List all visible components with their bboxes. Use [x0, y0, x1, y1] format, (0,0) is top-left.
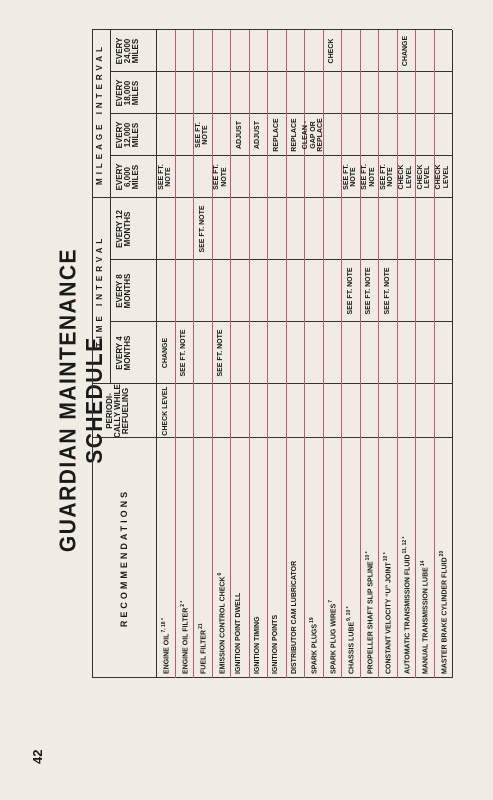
- recommendation-name: EMISSION CONTROL CHECK: [219, 576, 227, 674]
- recommendation-name: PROPELLER SHAFT SLIP SPLINE: [367, 561, 375, 674]
- schedule-cell: SEE FT. NOTE: [361, 164, 376, 190]
- recommendation-name: AUTOMATIC TRANSMISSION FLUID: [404, 554, 412, 674]
- table-row-label: [346, 606, 355, 674]
- schedule-cell: CHECK LEVEL: [416, 164, 432, 190]
- schedule-cell: CLEAN - GAP OR REPLACE: [302, 118, 324, 152]
- table-row-label: [235, 593, 242, 674]
- row-rule: [434, 30, 435, 678]
- interval-column-header: EVERY 12,000 MILES: [115, 121, 140, 149]
- schedule-cell: ADJUST: [235, 121, 243, 150]
- schedule-cell: SEE FT. NOTE: [198, 205, 206, 253]
- schedule-cell: CHECK LEVEL: [398, 164, 413, 190]
- footnote-marker: 7: [327, 599, 334, 603]
- schedule-cell: SEE FT. NOTE: [383, 267, 391, 315]
- periodic-header: PERIODI- CALLY WHILE REFUELING: [105, 384, 130, 438]
- table-row-label: [420, 561, 429, 674]
- maintenance-table: [92, 30, 452, 678]
- recommendation-name: IGNITION POINT DWELL: [235, 592, 243, 674]
- table-row-label: [254, 616, 261, 674]
- footnote-marker: 20: [438, 550, 445, 557]
- page-number: 42: [30, 749, 45, 764]
- recommendation-name: IGNITION POINTS: [272, 614, 280, 674]
- schedule-cell: CHECK LEVEL: [435, 164, 450, 190]
- schedule-cell: SEE FT. NOTE: [346, 267, 354, 315]
- row-rule: [397, 30, 398, 678]
- table-row-label: [365, 551, 374, 674]
- row-rule: [341, 30, 342, 678]
- footnote-marker: 10 *: [364, 551, 371, 561]
- footnote-marker: 19: [309, 617, 316, 623]
- interval-column-header: EVERY 6,000 MILES: [115, 163, 140, 191]
- table-row-label: [272, 615, 279, 674]
- footnote-marker: 7, 18 *: [161, 618, 168, 633]
- footnote-marker: 10 *: [383, 552, 390, 562]
- schedule-cell: SEE FT. NOTE: [194, 122, 210, 148]
- column-rule: [110, 259, 452, 260]
- recommendation-name: SPARK PLUGS: [311, 623, 319, 674]
- interval-column-header: EVERY 18,000 MILES: [115, 79, 140, 107]
- time-interval-header: TIME INTERVAL: [95, 234, 104, 348]
- table-row-label: [291, 561, 298, 674]
- mileage-interval-header: MILEAGE INTERVAL: [95, 43, 104, 185]
- footnote-marker: 2 *: [179, 600, 186, 607]
- table-row-label: [161, 618, 170, 674]
- schedule-cell: SEE FT. NOTE: [213, 164, 228, 190]
- recommendation-name: IGNITION TIMING: [253, 616, 261, 674]
- schedule-cell: SEE FT. NOTE: [157, 164, 173, 190]
- schedule-cell: CHECK LEVEL: [161, 386, 169, 436]
- recommendation-name: ENGINE OIL FILTER: [182, 607, 190, 674]
- recommendation-name: FUEL FILTER: [200, 629, 208, 674]
- recommendation-name: DISTRIBUTOR CAM LUBRICATOR: [290, 560, 298, 674]
- recommendation-name: CHASSIS LUBE: [348, 621, 356, 674]
- footnote-marker: 9, 10 *: [346, 606, 353, 621]
- page-title: GUARDIAN MAINTENANCE SCHEDULE: [55, 247, 108, 553]
- recommendation-name: SPARK PLUG WIRES: [330, 603, 338, 674]
- table-row-label: [217, 573, 226, 674]
- footnote-marker: 14: [420, 560, 427, 567]
- row-rule: [378, 30, 379, 678]
- table-row-label: [383, 552, 392, 674]
- schedule-cell: CHANGE: [402, 35, 409, 67]
- recommendation-name: MASTER BRAKE CYLINDER FLUID: [441, 557, 449, 674]
- table-row-label: [402, 537, 411, 674]
- schedule-cell: REPLACE: [272, 118, 280, 152]
- table-bottom-rule: [452, 30, 453, 678]
- footnote-marker: 11, 12 *: [401, 536, 408, 554]
- row-rule: [323, 30, 324, 678]
- recommendations-header: RECOMMENDATIONS: [119, 488, 129, 628]
- table-left-rule: [92, 677, 452, 678]
- table-row-label: [180, 601, 189, 674]
- schedule-cell: SEE FT. NOTE: [180, 329, 187, 377]
- table-row-label: [198, 623, 207, 674]
- column-rule: [92, 383, 452, 384]
- footnote-marker: 6: [216, 572, 223, 576]
- column-rule: [92, 437, 452, 438]
- interval-column-header: EVERY 12 MONTHS: [115, 210, 132, 248]
- schedule-cell: SEE FT. NOTE: [379, 164, 395, 190]
- schedule-cell: CHECK: [328, 38, 335, 64]
- table-top-rule: [92, 30, 93, 678]
- recommendation-name: ENGINE OIL: [163, 633, 171, 674]
- schedule-cell: SEE FT. NOTE: [342, 164, 358, 190]
- schedule-cell: SEE FT. NOTE: [365, 267, 372, 315]
- recommendation-name: MANUAL TRANSMISSION LUBE: [422, 567, 430, 674]
- interval-column-header: EVERY 4 MONTHS: [115, 335, 132, 371]
- table-row-label: [439, 551, 448, 674]
- schedule-cell: REPLACE: [291, 118, 298, 152]
- schedule-cell: ADJUST: [254, 121, 261, 150]
- table-row-label: [328, 600, 337, 674]
- row-rule: [360, 30, 361, 678]
- table-row-label: [309, 617, 318, 674]
- recommendation-name: CONSTANT VELOCITY “U” JOINT: [385, 562, 393, 674]
- schedule-cell: SEE FT. NOTE: [217, 329, 224, 377]
- interval-column-header: EVERY 8 MONTHS: [115, 273, 132, 309]
- interval-column-header: EVERY 24,000 MILES: [115, 37, 140, 65]
- schedule-cell: CHANGE: [161, 337, 169, 369]
- group-header-rule: [110, 30, 111, 384]
- row-rule: [415, 30, 416, 678]
- footnote-marker: 21: [198, 623, 205, 629]
